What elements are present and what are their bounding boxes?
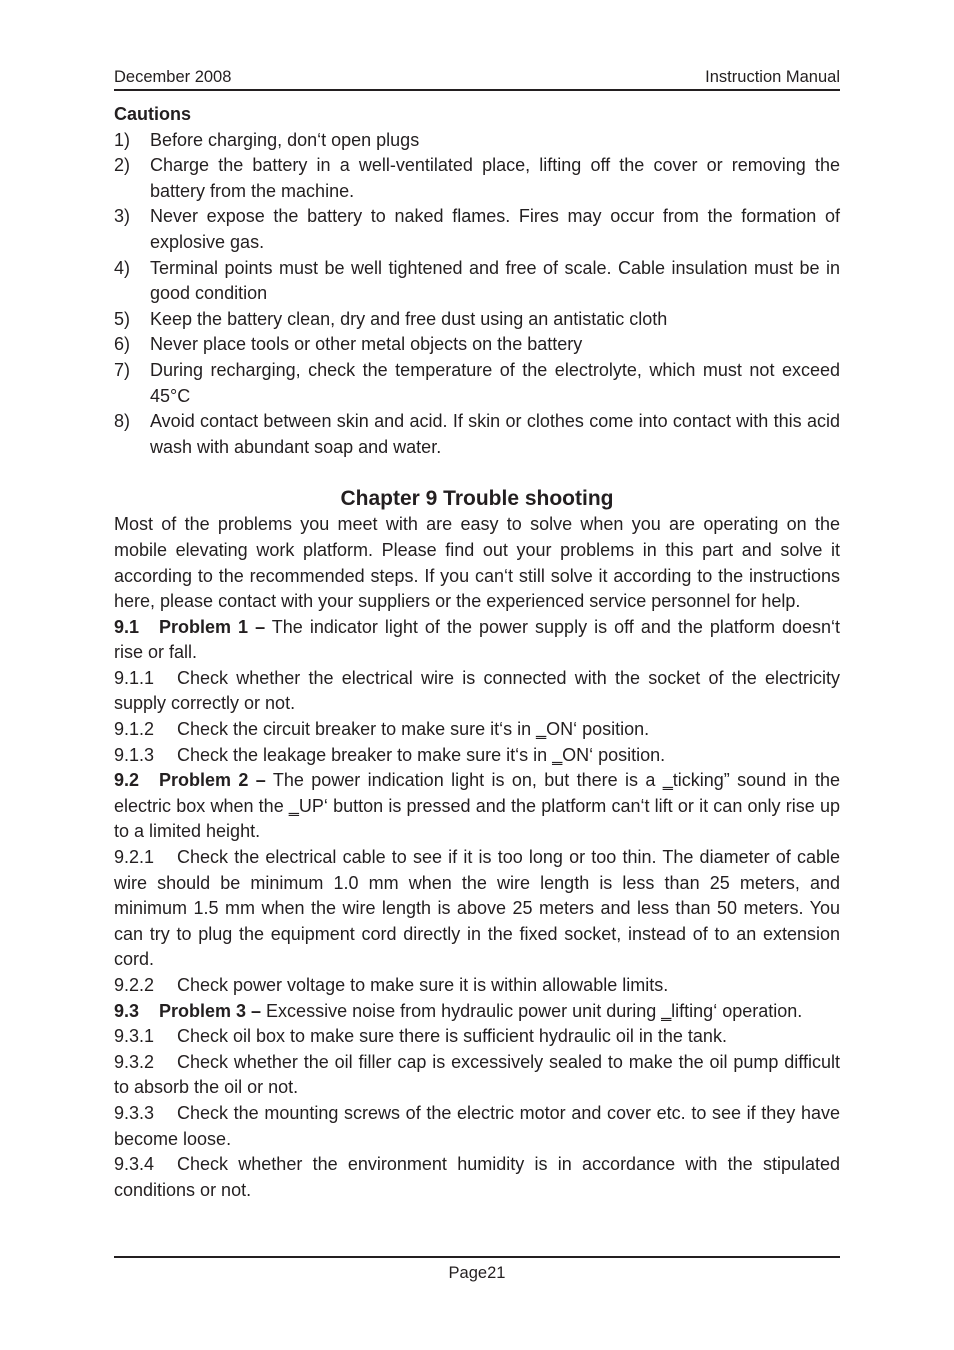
step-number: 9.3.2 bbox=[114, 1051, 155, 1072]
chapter-title: Chapter 9 Trouble shooting bbox=[340, 487, 614, 511]
problem-2-heading bbox=[114, 768, 840, 845]
step-item bbox=[114, 666, 840, 717]
step-text: Check whether the electrical wire is connected with the socket of the electricity supply correctly or not. bbox=[114, 667, 840, 714]
caution-item bbox=[114, 128, 840, 154]
caution-number: 1) bbox=[114, 129, 131, 150]
step-text: Check the electrical cable to see if it is too long or too thin. The diameter of cable wire should be minimum 1.0 mm when the wire length is less than 25 meters, and minimum 1.5 mm when the wire length is above 25 meters and less than 50 meters. You can try to plug the equipment cord directly in the fixed socket, instead of to an extension cord. bbox=[114, 847, 840, 970]
caution-text: Terminal points must be well tightened and free of scale. Cable insulation must be in good condition bbox=[150, 257, 840, 304]
caution-number: 3) bbox=[114, 206, 131, 227]
step-item bbox=[114, 1050, 840, 1101]
caution-text: During recharging, check the temperature of the electrolyte, which must not exceed 45°C bbox=[150, 359, 840, 406]
step-item bbox=[114, 743, 840, 769]
cautions-list bbox=[114, 128, 840, 461]
caution-number: 2) bbox=[114, 155, 131, 176]
document-page bbox=[114, 66, 840, 1203]
page-number: Page21 bbox=[448, 1264, 506, 1282]
problem-1-heading bbox=[114, 615, 840, 666]
caution-text: Avoid contact between skin and acid. If skin or clothes come into contact with this acid wash with abundant soap and water. bbox=[150, 411, 840, 457]
problem-3-heading bbox=[114, 999, 840, 1025]
caution-number: 6) bbox=[114, 334, 131, 355]
step-item bbox=[114, 1152, 840, 1203]
problem-description: Excessive noise from hydraulic power unit during ‗lifting‘ operation. bbox=[261, 1000, 803, 1021]
step-item bbox=[114, 845, 840, 973]
caution-text: Never place tools or other metal objects on the battery bbox=[150, 334, 583, 355]
caution-item bbox=[114, 256, 840, 307]
caution-number: 7) bbox=[114, 359, 131, 380]
step-number: 9.2.1 bbox=[114, 847, 155, 868]
caution-item bbox=[114, 358, 840, 409]
page-footer bbox=[114, 1256, 840, 1284]
step-text: Check whether the oil filler cap is excessively sealed to make the oil pump difficult to absorb the oil or not. bbox=[114, 1051, 840, 1098]
step-number: 9.3.3 bbox=[114, 1102, 155, 1123]
header-date: December 2008 bbox=[114, 68, 232, 86]
step-number: 9.1.1 bbox=[114, 667, 155, 688]
step-text: Check power voltage to make sure it is within allowable limits. bbox=[177, 975, 669, 995]
caution-number: 5) bbox=[114, 308, 131, 329]
step-item bbox=[114, 717, 840, 743]
section-number: 9.3 bbox=[114, 1000, 140, 1021]
section-number: 9.2 bbox=[114, 770, 140, 791]
page-header bbox=[114, 66, 840, 91]
problem-description: The indicator light of the power supply is off and the platform doesn‘t rise or fall. bbox=[114, 616, 840, 663]
problem-description: The power indication light is on, but there is a ‗ticking” sound in the electric box when the ‗UP‘ button is pressed and the platform can‘t lift or it can only rise up to a limited height. bbox=[114, 770, 840, 842]
chapter-intro: Most of the problems you meet with are easy to solve when you are operating on the mobile elevating work platform. Please find out your problems in this part and solve it according to the recommended steps. If you can‘t still solve it according to the instructions here, please contact with your suppliers or the experienced service personnel for help. bbox=[114, 514, 840, 612]
caution-item bbox=[114, 307, 840, 333]
cautions-heading: Cautions bbox=[114, 104, 192, 124]
caution-text: Charge the battery in a well-ventilated place, lifting off the cover or removing the battery from the machine. bbox=[150, 155, 840, 201]
caution-text: Before charging, don‘t open plugs bbox=[150, 129, 420, 150]
caution-text: Never expose the battery to naked flames. Fires may occur from the formation of explosive gas. bbox=[150, 206, 840, 252]
problem-label: Problem 1 – bbox=[159, 616, 266, 637]
step-text: Check the circuit breaker to make sure it‘s in ‗ON‘ position. bbox=[177, 719, 650, 740]
step-item bbox=[114, 973, 840, 999]
problem-label: Problem 3 – bbox=[159, 1000, 262, 1021]
step-number: 9.3.4 bbox=[114, 1154, 155, 1175]
caution-number: 8) bbox=[114, 411, 131, 432]
step-number: 9.2.2 bbox=[114, 975, 155, 995]
caution-item bbox=[114, 409, 840, 460]
caution-text: Keep the battery clean, dry and free dust using an antistatic cloth bbox=[150, 308, 668, 329]
step-number: 9.1.2 bbox=[114, 719, 155, 740]
step-number: 9.3.1 bbox=[114, 1026, 155, 1047]
step-text: Check whether the environment humidity is in accordance with the stipulated conditions or not. bbox=[114, 1154, 840, 1200]
problem-label: Problem 2 – bbox=[159, 770, 266, 791]
caution-number: 4) bbox=[114, 257, 131, 278]
caution-item bbox=[114, 332, 840, 358]
step-text: Check the leakage breaker to make sure it‘s in ‗ON‘ position. bbox=[177, 744, 666, 765]
step-item bbox=[114, 1024, 840, 1050]
header-title: Instruction Manual bbox=[705, 68, 840, 86]
step-item bbox=[114, 1101, 840, 1152]
step-text: Check the mounting screws of the electric motor and cover etc. to see if they have become loose. bbox=[114, 1102, 840, 1149]
step-number: 9.1.3 bbox=[114, 744, 155, 765]
caution-item bbox=[114, 153, 840, 204]
section-number: 9.1 bbox=[114, 616, 140, 637]
caution-item bbox=[114, 204, 840, 255]
step-text: Check oil box to make sure there is sufficient hydraulic oil in the tank. bbox=[177, 1026, 727, 1047]
